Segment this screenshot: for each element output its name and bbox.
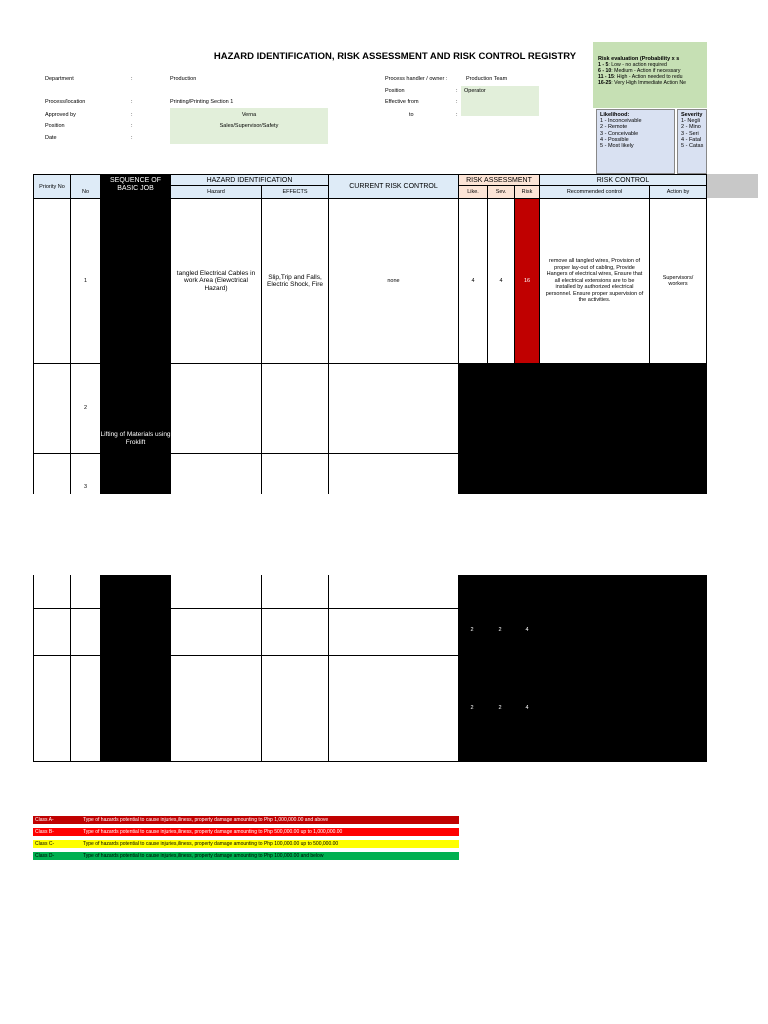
row-no: 3 (83, 484, 88, 490)
sev-cell: 2 (498, 705, 502, 711)
risk-cell: 16 (514, 198, 540, 364)
effects-header: EFFECTS (261, 185, 329, 199)
current-control-header: CURRENT RISK CONTROL (328, 174, 459, 199)
severity-item: 1- Negli (681, 118, 700, 125)
sev-cell: 4 (487, 198, 515, 364)
risk-range-text: : Very High Immediate Action Ne (611, 80, 686, 86)
colon: : (131, 99, 133, 105)
grid-line (170, 453, 171, 494)
position-value: Sales/Supervisor/Safety (219, 123, 279, 129)
date-label: Date (45, 135, 57, 141)
hazard-cell (170, 363, 262, 454)
class-c-row (33, 840, 459, 848)
department-label: Department (45, 76, 74, 82)
like-cell: 2 (470, 705, 474, 711)
recommended-header: Recommended control (539, 185, 650, 199)
risk-range-text: : Medium - Action if necessary (611, 68, 681, 74)
effects-cell (261, 363, 329, 454)
severity-title: Severity (681, 112, 703, 118)
risk-evaluation-legend (593, 42, 707, 108)
current-control-cell: none (328, 198, 459, 364)
page-title: HAZARD IDENTIFICATION, RISK ASSESSMENT AND RISK CONTROL REGISTRY (213, 51, 577, 62)
sev-cell: 2 (498, 627, 502, 633)
likelihood-item: 1 - Inconceivable (600, 118, 642, 125)
grid-line (261, 575, 262, 762)
risk-header: Risk (514, 185, 540, 199)
colon: : (456, 112, 458, 118)
risk-range-text: : High - Action needed to redu (613, 74, 683, 80)
likelihood-title: Likelihood: (600, 112, 630, 118)
black-fill-block (458, 575, 707, 762)
approved-by-value: Verna (241, 112, 257, 118)
class-label: Class D- (35, 853, 55, 859)
position-right-box (461, 86, 539, 116)
hazard-identification-header: HAZARD IDENTIFICATION (170, 174, 329, 186)
sequence-column-block (100, 575, 171, 762)
class-d-row (33, 852, 459, 860)
current-control-cell (328, 363, 459, 454)
risk-range: 11 - 15 (598, 74, 614, 80)
header-grey-band (707, 174, 758, 198)
risk-control-header: RISK CONTROL (539, 174, 707, 186)
class-label: Class C- (35, 841, 55, 847)
grid-line (70, 575, 71, 762)
likelihood-item: 3 - Conceivable (600, 130, 639, 137)
class-label: Class B- (35, 829, 54, 835)
risk-evaluation-title: Risk evaluation (Probability x s (598, 56, 680, 62)
action-by-header: Action by (649, 185, 707, 199)
no-header: No (70, 174, 101, 199)
effective-from-label: Effective from (385, 99, 419, 105)
like-cell: 4 (458, 198, 488, 364)
black-fill-block (458, 363, 707, 494)
effective-to-label: to (409, 112, 414, 118)
class-text: Type of hazards potential to cause injuries,iliness, property damage amounting to Php 100,000.00 up to 500,000.00 (83, 841, 339, 847)
severity-item: 5 - Catas (681, 143, 704, 150)
likelihood-item: 5 - Most likely (600, 143, 634, 150)
process-location-label: Process/location (45, 99, 86, 105)
colon: : (131, 135, 133, 141)
priority-cell (33, 198, 71, 364)
severity-item: 4 - Fatal (681, 136, 702, 143)
like-cell: 2 (470, 627, 474, 633)
process-handler-value: Production Team (466, 76, 508, 82)
sequence-header: SEQUENCE OF BASIC JOB (100, 174, 171, 199)
severity-item: 2 - Mino (681, 124, 701, 131)
colon: : (131, 112, 133, 118)
class-text: Type of hazards potential to cause injuries,iliness, property damage amounting to Php 500,000.00 up to 1,000,000.00 (83, 829, 343, 835)
class-a-row (33, 816, 459, 824)
row-no: 2 (70, 363, 101, 454)
hazard-header: Hazard (170, 185, 262, 199)
position-right-label: Position (385, 88, 405, 94)
likelihood-legend (596, 109, 675, 174)
colon: : (456, 99, 458, 105)
approved-by-label: Approved by (45, 112, 76, 118)
likelihood-item: 2 - Remote (600, 124, 628, 131)
sev-header: Sev. (487, 185, 515, 199)
colon: : (131, 76, 133, 82)
priority-cell (33, 363, 71, 454)
recommended-cell: remove all tangled wires, Provision of proper lay-out of cabling, Provide Hangers of electrical wires, Ensure that all electrical extensions are to be installed by authorized electrical personnel. Ensure proper supervision of the activities. (539, 198, 650, 364)
sequence-job-text: Lifting of Materials using Froklift (100, 431, 171, 446)
like-header: Like. (458, 185, 488, 199)
grid-line (33, 655, 459, 656)
risk-range: 16-25 (598, 80, 612, 86)
severity-item: 3 - Seri (681, 130, 699, 137)
sequence-column-block (100, 198, 171, 494)
grid-line (33, 608, 459, 609)
grid-line (328, 453, 329, 494)
class-b-row (33, 828, 459, 836)
risk-range: 6 - 10 (598, 68, 612, 74)
risk-range: 1 - 5 (598, 62, 609, 68)
class-text: Type of hazards potential to cause injuries,iliness, property damage amounting to Php 100,000.00 and below (83, 853, 324, 859)
grid-line (261, 453, 262, 494)
priority-no-header: Priority No (33, 174, 71, 199)
action-by-cell: Supervisors/ workers (649, 198, 707, 364)
department-value: Production (170, 76, 197, 82)
process-handler-label: Process handler / owner : (385, 76, 448, 82)
position-label: Position (45, 123, 65, 129)
severity-legend (677, 109, 707, 174)
hazard-cell: tangled Electrical Cables in work Area (Elewctrical Hazard) (170, 198, 262, 364)
class-text: Type of hazards potential to cause injuries,iliness, property damage amounting to Php 1,000,000.00 and above (83, 817, 329, 823)
position-right-value: Operator (464, 88, 486, 94)
continued-table (33, 575, 459, 762)
likelihood-item: 4 - Possible (600, 136, 629, 143)
class-label: Class A- (35, 817, 54, 823)
risk-cell: 4 (525, 705, 529, 711)
grid-line (328, 575, 329, 762)
row-no: 1 (70, 198, 101, 364)
approval-field-box (170, 108, 328, 144)
risk-cell: 4 (525, 627, 529, 633)
risk-range-text: : Low - no action required (608, 62, 667, 68)
risk-assessment-header: RISK ASSESSMENT (458, 174, 540, 186)
process-location-value: Printing/Printing Section 1 (170, 99, 234, 105)
colon: : (456, 88, 458, 94)
effects-cell: Slip,Trip and Falls, Electric Shock, Fire (261, 198, 329, 364)
colon: : (131, 123, 133, 129)
